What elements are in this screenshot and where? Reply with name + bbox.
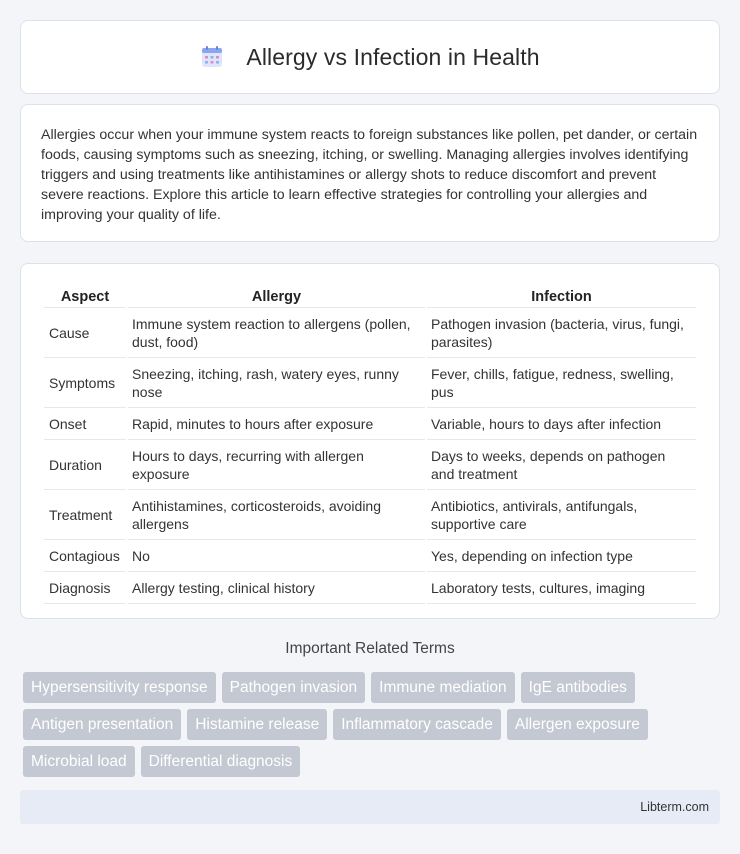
header-allergy: Allergy	[128, 286, 425, 308]
aspect-cell: Onset	[44, 408, 126, 440]
allergy-cell: Antihistamines, corticosteroids, avoiding allergens	[128, 490, 425, 540]
table-row	[44, 540, 696, 572]
table-row	[44, 490, 696, 540]
aspect-cell: Diagnosis	[44, 572, 126, 604]
infection-cell: Fever, chills, fatigue, redness, swelling, pus	[427, 358, 696, 408]
term-tag[interactable]: IgE antibodies	[521, 672, 635, 703]
intro-text: Allergies occur when your immune system reacts to foreign substances like pollen, pet dander, or certain foods, causing symptoms such as sneezing, itching, or swelling. Managing allergies involves identifying triggers and using treatments like antihistamines or allergy shots to reduce discomfort and prevent severe reactions. Explore this article to learn effective strategies for controlling your allergies and improving your quality of life.	[41, 127, 698, 223]
infection-cell: Days to weeks, depends on pathogen and treatment	[427, 440, 696, 490]
term-tag[interactable]: Pathogen invasion	[222, 672, 366, 703]
aspect-cell: Contagious	[44, 540, 126, 572]
infection-cell: Laboratory tests, cultures, imaging	[427, 572, 696, 604]
header-card	[20, 20, 720, 94]
header-aspect: Aspect	[44, 286, 126, 308]
term-tag[interactable]: Differential diagnosis	[141, 746, 301, 777]
term-tag[interactable]: Histamine release	[187, 709, 327, 740]
allergy-cell: Rapid, minutes to hours after exposure	[128, 408, 425, 440]
table-row	[44, 308, 696, 358]
term-tag[interactable]: Immune mediation	[371, 672, 515, 703]
term-tag[interactable]: Inflammatory cascade	[333, 709, 501, 740]
related-terms-title: Important Related Terms	[285, 640, 455, 657]
table-row	[44, 440, 696, 490]
table-row	[44, 408, 696, 440]
allergy-cell: Immune system reaction to allergens (pollen, dust, food)	[128, 308, 425, 358]
aspect-cell: Cause	[44, 308, 126, 358]
footer	[20, 790, 720, 824]
allergy-cell: Hours to days, recurring with allergen exposure	[128, 440, 425, 490]
related-terms-list	[23, 672, 723, 783]
table-row	[44, 572, 696, 604]
infection-cell: Variable, hours to days after infection	[427, 408, 696, 440]
aspect-cell: Treatment	[44, 490, 126, 540]
allergy-cell: Allergy testing, clinical history	[128, 572, 425, 604]
intro-card	[20, 104, 720, 242]
infection-cell: Antibiotics, antivirals, antifungals, supportive care	[427, 490, 696, 540]
aspect-cell: Symptoms	[44, 358, 126, 408]
comparison-card	[20, 263, 720, 619]
footer-site-link[interactable]: Libterm.com	[640, 800, 709, 814]
term-tag[interactable]: Hypersensitivity response	[23, 672, 216, 703]
table-row	[44, 358, 696, 408]
table-header-row	[44, 286, 696, 308]
infection-cell: Yes, depending on infection type	[427, 540, 696, 572]
aspect-cell: Duration	[44, 440, 126, 490]
calendar-icon	[200, 45, 224, 69]
comparison-table	[42, 286, 698, 604]
allergy-cell: No	[128, 540, 425, 572]
allergy-cell: Sneezing, itching, rash, watery eyes, runny nose	[128, 358, 425, 408]
header-infection: Infection	[427, 286, 696, 308]
term-tag[interactable]: Antigen presentation	[23, 709, 181, 740]
page-title: Allergy vs Infection in Health	[246, 43, 540, 70]
term-tag[interactable]: Microbial load	[23, 746, 135, 777]
term-tag[interactable]: Allergen exposure	[507, 709, 648, 740]
infection-cell: Pathogen invasion (bacteria, virus, fungi, parasites)	[427, 308, 696, 358]
